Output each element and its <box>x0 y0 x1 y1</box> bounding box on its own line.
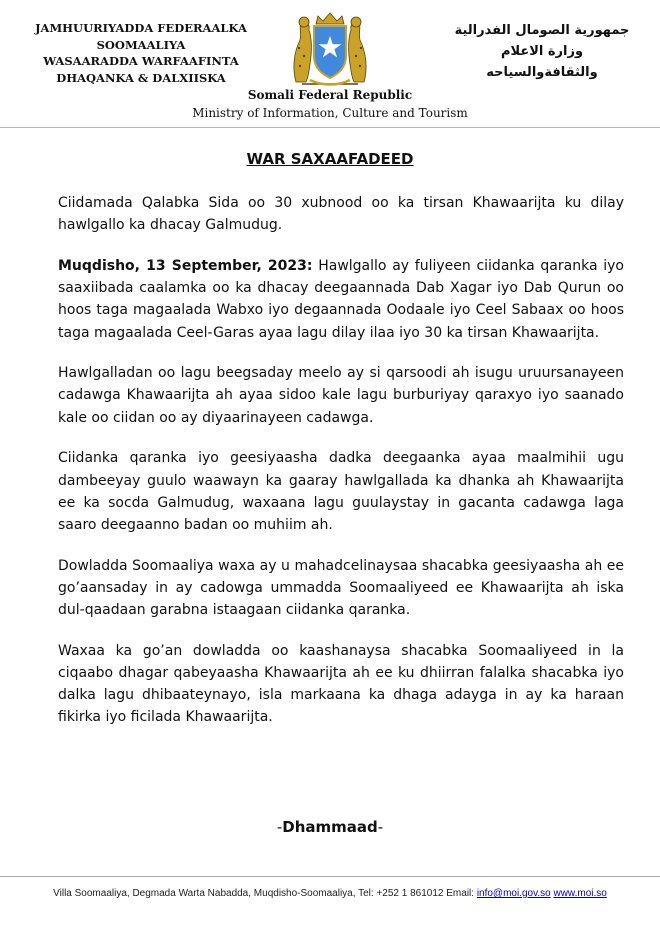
somalia-coat-of-arms-icon <box>282 8 378 88</box>
footer <box>0 888 660 899</box>
closing-dash: - <box>276 818 283 836</box>
footer-email-link[interactable]: info@moi.gov.so <box>476 888 551 899</box>
footer-divider <box>0 876 660 877</box>
letterhead-somali-line: JAMHUURIYADDA FEDERAALKA <box>35 21 247 35</box>
letterhead-arabic-line: جمهورية الصومال الفدرالية <box>454 23 630 38</box>
closing-marker <box>0 818 660 836</box>
lead-paragraph: Ciidamada Qalabka Sida oo 30 xubnood oo ka tirsan Khawaarijta ku dilay hawlgallo ka dhacay Galmudug. <box>58 195 624 234</box>
paragraph: Hawlgalladan oo lagu beegsaday meelo ay si qarsoodi ah isugu uruursanayeen cadawga Khawaarijta ah ayaa sidoo kale lagu burburiyay qaraxyo iyo saanado kale oo ciidan oo ay diyaarinayeen cadawga. <box>58 365 624 426</box>
letterhead-somali-line: DHAQANKA & DALXIISKA <box>56 70 226 85</box>
paragraph: Waxaa ka go’an dowladda oo kaashanaysa shacabka Soomaaliyeed in la ciqaabo dhagar qabeyaasha Khawaarijta ah ee ku dhiirran falalka shacabka iyo dalka lagu dhibaateynayo, isla markaana ka dhaga adayga in ay ka haraan fikirka iyo ficilada Khawaarijta. <box>58 642 624 726</box>
letterhead-arabic-line: والثقافةوالسياحه <box>486 65 598 80</box>
dateline: Muqdisho, 13 September, 2023: <box>58 257 313 274</box>
paragraph: Dowladda Soomaaliya waxa ay u mahadcelinaysaa shacabka geesiyaasha ah ee go’aansaday in ay cadowga ummadda Soomaaliyeed ee Khawaarijta ah iska dul-qaadaan garabna istaagaan ciidanka qaranka. <box>58 557 624 619</box>
footer-address: Villa Soomaaliya, Degmada Warta Nabadda, Muqdisho-Soomaaliya, Tel: +252 1 861012 Email: <box>53 888 477 899</box>
closing-word: Dhammaad <box>282 818 378 836</box>
paragraph: Ciidanka qaranka iyo geesiyaasha dadka deegaanka ayaa maalmihii ugu dambeeyay guulo waawayn ka gaaray hawlgallada ka dhanka ah Khawaarijta ee ka socda Galmudug, waxaana lagu guulaystay in gacanta cadawga laga saaro deegaanno badan oo muhiim ah. <box>58 450 624 533</box>
letterhead-somali-line: WASAARADDA WARFAAFINTA <box>43 54 239 68</box>
letterhead-somali-text <box>22 20 260 86</box>
letterhead-title: Somali Federal Republic <box>247 88 413 102</box>
letterhead-arabic-line: وزارة الاعلام <box>500 44 584 59</box>
paragraph <box>58 255 624 344</box>
paragraph-text: Hawlgallo ay fuliyeen ciidanka qaranka iyo saaxiibada caalamka oo ka dhacay deegaannada Dab Xagar iyo Dab Qurun oo hoos taga magaalada Wabxo iyo degaannada Oodaale iyo Ceel Sabaax oo hoos taga magaalada Ceel-Garas ayaa lagu dilay ilaa iyo 30 ka tirsan Khawaarijta. <box>58 257 624 341</box>
letterhead-arabic-text <box>442 20 642 83</box>
letterhead-subtitle: Ministry of Information, Culture and Tourism <box>192 106 468 120</box>
document-body <box>58 192 624 747</box>
document-title: WAR SAXAAFADEED <box>246 150 414 168</box>
footer-website-link[interactable]: www.moi.so <box>553 888 607 899</box>
letterhead-somali-line: SOOMAALIYA <box>96 37 186 52</box>
header-divider <box>0 127 660 128</box>
closing-dash: - <box>377 818 384 836</box>
letterhead <box>0 0 660 128</box>
